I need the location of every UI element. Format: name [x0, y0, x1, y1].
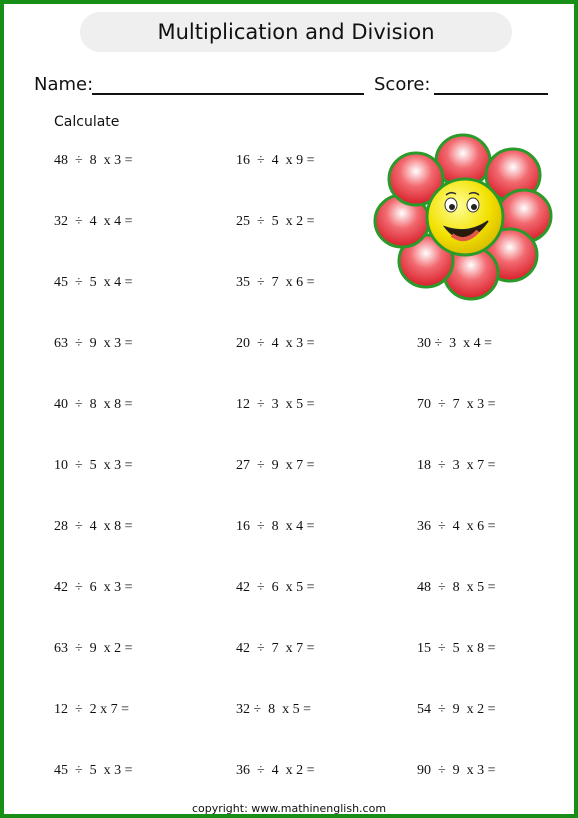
problem-2-5: 12 ÷ 3 x 5 =: [236, 397, 315, 412]
name-line: [92, 93, 364, 95]
problem-2-10: 32 ÷ 8 x 5 =: [236, 702, 312, 717]
problem-3-11: 90 ÷ 9 x 3 =: [417, 763, 496, 778]
problem-2-4: 20 ÷ 4 x 3 =: [236, 336, 315, 351]
problem-1-7: 28 ÷ 4 x 8 =: [54, 519, 133, 534]
copyright-text: copyright: www.mathinenglish.com: [191, 802, 387, 815]
problem-3-4: 30 ÷ 3 x 4 =: [417, 336, 493, 351]
score-label: Score:: [374, 74, 431, 95]
problem-2-9: 42 ÷ 7 x 7 =: [236, 641, 315, 656]
name-label: Name:: [34, 74, 94, 95]
problem-3-8: 48 ÷ 8 x 5 =: [417, 580, 496, 595]
problem-1-9: 63 ÷ 9 x 2 =: [54, 641, 133, 656]
problem-3-6: 18 ÷ 3 x 7 =: [417, 458, 496, 473]
smiling-flower-icon: [372, 131, 554, 301]
problem-2-6: 27 ÷ 9 x 7 =: [236, 458, 315, 473]
problem-2-8: 42 ÷ 6 x 5 =: [236, 580, 315, 595]
worksheet-title: Multiplication and Division: [80, 12, 512, 52]
problem-1-8: 42 ÷ 6 x 3 =: [54, 580, 133, 595]
problem-1-3: 45 ÷ 5 x 4 =: [54, 275, 133, 290]
problem-1-11: 45 ÷ 5 x 3 =: [54, 763, 133, 778]
problem-2-7: 16 ÷ 8 x 4 =: [236, 519, 315, 534]
problem-3-7: 36 ÷ 4 x 6 =: [417, 519, 496, 534]
problem-1-6: 10 ÷ 5 x 3 =: [54, 458, 133, 473]
problem-1-1: 48 ÷ 8 x 3 =: [54, 153, 133, 168]
problem-3-9: 15 ÷ 5 x 8 =: [417, 641, 496, 656]
problem-3-10: 54 ÷ 9 x 2 =: [417, 702, 496, 717]
score-line: [434, 93, 548, 95]
problem-2-11: 36 ÷ 4 x 2 =: [236, 763, 315, 778]
problem-2-2: 25 ÷ 5 x 2 =: [236, 214, 315, 229]
problem-1-2: 32 ÷ 4 x 4 =: [54, 214, 133, 229]
problem-1-5: 40 ÷ 8 x 8 =: [54, 397, 133, 412]
problem-2-3: 35 ÷ 7 x 6 =: [236, 275, 315, 290]
problem-2-1: 16 ÷ 4 x 9 =: [236, 153, 315, 168]
problem-3-5: 70 ÷ 7 x 3 =: [417, 397, 496, 412]
problem-1-4: 63 ÷ 9 x 3 =: [54, 336, 133, 351]
instruction-text: Calculate: [54, 114, 120, 130]
problem-1-10: 12 ÷ 2 x 7 =: [54, 702, 130, 717]
